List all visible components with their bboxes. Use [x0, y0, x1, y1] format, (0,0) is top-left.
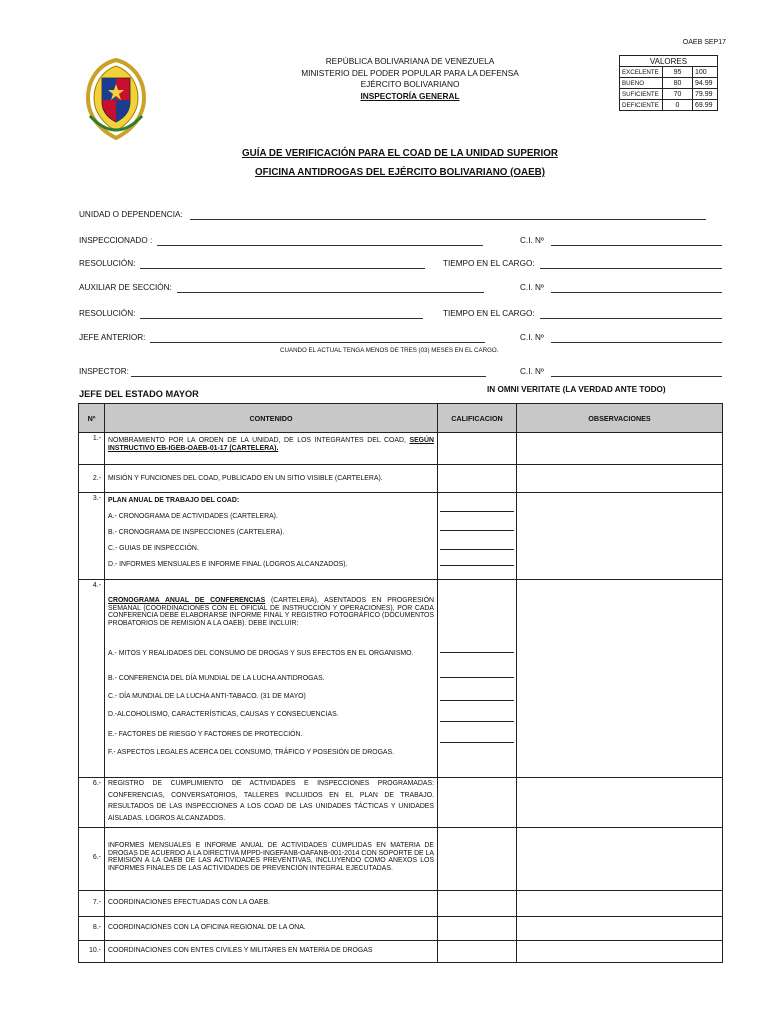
observaciones-cell[interactable] — [517, 465, 723, 493]
calificacion-cell[interactable] — [438, 433, 517, 465]
resolucion-aux-field[interactable] — [140, 318, 423, 319]
inspeccionado-label: INSPECCIONADO : — [79, 236, 153, 245]
tiempo-aux-field[interactable] — [540, 318, 722, 319]
unidad-field[interactable] — [190, 219, 706, 220]
table-row: 6.- INFORMES MENSUALES E INFORME ANUAL DE ACTIVIDADES CUMPLIDAS EN MATERIA DE DROGAS DE ACUERDO A LA DIRECTIVA MPPD-INGEFANB-OAFANB-001-2014 CON SOPORTE DE LA REMISIÓN A LA OAEB DE LAS ACTIVIDADES PREVENTIVAS, INCLUYENDO COMO ANEXOS LOS INFORMES FINALES DE LAS ACTIVIDADES DE PREVENCIÓN INTEGRAL EJECUTADAS. — [79, 828, 723, 891]
observaciones-cell[interactable] — [517, 778, 723, 828]
tiempo-label: TIEMPO EN EL CARGO: — [443, 259, 535, 268]
table-row: 1.- NOMBRAMIENTO POR LA ORDEN DE LA UNIDAD, DE LOS INTEGRANTES DEL COAD, SEGÚN INSTRUCTIVO EB-IGEB-OAEB-01-17 (CARTELERA). — [79, 433, 723, 465]
tiempo-label: TIEMPO EN EL CARGO: — [443, 309, 535, 318]
jefe-anterior-field[interactable] — [150, 342, 485, 343]
calificacion-cell[interactable] — [438, 917, 517, 941]
valores-title: VALORES — [620, 56, 718, 67]
observaciones-cell[interactable] — [517, 917, 723, 941]
jefe-anterior-note: CUANDO EL ACTUAL TENGA MENOS DE TRES (03) MESES EN EL CARGO. — [280, 347, 499, 354]
calificacion-cell[interactable] — [438, 465, 517, 493]
observaciones-cell[interactable] — [517, 828, 723, 891]
resolucion-field[interactable] — [140, 268, 425, 269]
observaciones-cell[interactable] — [517, 941, 723, 963]
resolucion-label: RESOLUCIÓN: — [79, 259, 136, 268]
table-row: 3.- PLAN ANUAL DE TRABAJO DEL COAD: A.- CRONOGRAMA DE ACTIVIDADES (CARTELERA). B.- CRONOGRAMA DE INSPECCIONES (CARTELERA). C.- GUIAS DE INSPECCIÓN. D.- INFORMES MENSUALES E INFORME FINAL (LOGROS ALCANZADOS). — [79, 493, 723, 580]
valores-row: BUENO 80 94.99 — [620, 78, 718, 89]
ci-label: C.I. Nº — [520, 283, 544, 292]
jefe-anterior-ci-field[interactable] — [551, 342, 722, 343]
table-row: 8.- COORDINACIONES CON LA OFICINA REGIONAL DE LA ONA. — [79, 917, 723, 941]
resolucion-label: RESOLUCIÓN: — [79, 309, 136, 318]
col-header-calificacion: CALIFICACION — [438, 404, 517, 433]
table-row: 10.- COORDINACIONES CON ENTES CIVILES Y MILITARES EN MATERIA DE DROGAS — [79, 941, 723, 963]
auxiliar-ci-field[interactable] — [551, 292, 722, 293]
header-line-1: REPÚBLICA BOLIVARIANA DE VENEZUELA — [325, 56, 495, 66]
header-line-4: INSPECTORÍA GENERAL — [360, 90, 460, 101]
table-row: 2.- MISIÓN Y FUNCIONES DEL COAD, PUBLICADO EN UN SITIO VISIBLE (CARTELERA). — [79, 465, 723, 493]
verification-table — [78, 403, 723, 963]
inspeccionado-ci-field[interactable] — [551, 245, 722, 246]
calificacion-cell[interactable] — [438, 580, 517, 778]
calificacion-cell[interactable] — [438, 493, 517, 580]
table-row: 6.- REGISTRO DE CUMPLIMIENTO DE ACTIVIDADES E INSPECCIONES PROGRAMADAS: CONFERENCIAS, CONVERSATORIOS, TALLERES INCLUIDOS EN EL PLAN DE TRABAJO. RESULTADOS DE LAS INSPECCIONES A LOS COAD DE LAS UNIDADES TÁCTICAS Y UNIDADES AISLADAS. LOGROS ALCANZADOS. — [79, 778, 723, 828]
ci-label: C.I. Nº — [520, 236, 544, 245]
calificacion-cell[interactable] — [438, 891, 517, 917]
table-row: 4.- CRONOGRAMA ANUAL DE CONFERENCIAS (CARTELERA), ASENTADOS EN PROGRESIÓN SEMANAL (COORDINACIONES CON EL OFICIAL DE INSTRUCCIÓN Y OPERACIONES), POR CADA CONFERENCIA DEBE ELABORARSE INFORME FINAL Y REGISTRO FOTOGRÁFICO (DOCUMENTOS PROBATORIOS DE REMISIÓN A LA OAEB). DEBE INCLUIR: A.- MITOS Y REALIDADES DEL CONSUMO DE DROGAS Y SUS EFECTOS EN EL ORGANISMO. B.- CONFERENCIA DEL DÍA MUNDIAL DE LA LUCHA ANTIDROGAS. C.- DÍA MUNDIAL DE LA LUCHA ANTI-TABACO. (31 DE MAYO) D.-ALCOHOLISMO, CARACTERÍSTICAS, CAUSAS Y CONSECUENCIAS. E.- FACTORES DE RIESGO Y FACTORES DE PROTECCIÓN. F.- ASPECTOS LEGALES ACERCA DEL CONSUMO, TRÁFICO Y POSESIÓN DE DROGAS. — [79, 580, 723, 778]
calificacion-cell[interactable] — [438, 941, 517, 963]
institution-header — [230, 56, 590, 102]
inspector-ci-field[interactable] — [551, 376, 722, 377]
observaciones-cell[interactable] — [517, 891, 723, 917]
valores-row: DEFICIENTE 0 69.99 — [620, 100, 718, 111]
auxiliar-label: AUXILIAR DE SECCIÓN: — [79, 283, 172, 292]
calificacion-cell[interactable] — [438, 828, 517, 891]
ci-label: C.I. Nº — [520, 367, 544, 376]
table-row: 7.- COORDINACIONES EFECTUADAS CON LA OAEB. — [79, 891, 723, 917]
header-line-2: MINISTERIO DEL PODER POPULAR PARA LA DEFENSA — [301, 67, 519, 78]
jefe-anterior-label: JEFE ANTERIOR: — [79, 333, 146, 342]
valores-table — [619, 55, 718, 111]
calificacion-cell[interactable] — [438, 778, 517, 828]
motto: IN OMNI VERITATE (LA VERDAD ANTE TODO) — [487, 385, 666, 394]
inspector-field[interactable] — [131, 376, 486, 377]
document-title: GUÍA DE VERIFICACIÓN PARA EL COAD DE LA UNIDAD SUPERIOR — [242, 148, 558, 159]
document-subtitle: OFICINA ANTIDROGAS DEL EJÉRCITO BOLIVARIANO (OAEB) — [255, 167, 545, 178]
inspeccionado-field[interactable] — [157, 245, 483, 246]
document-code: OAEB SEP17 — [682, 39, 726, 46]
auxiliar-field[interactable] — [177, 292, 484, 293]
col-header-observaciones: OBSERVACIONES — [517, 404, 723, 433]
unidad-label: UNIDAD O DEPENDENCIA: — [79, 210, 183, 219]
observaciones-cell[interactable] — [517, 580, 723, 778]
valores-row: EXCELENTE 95 100 — [620, 67, 718, 78]
inspector-label: INSPECTOR: — [79, 367, 129, 376]
observaciones-cell[interactable] — [517, 493, 723, 580]
ci-label: C.I. Nº — [520, 333, 544, 342]
col-header-contenido: CONTENIDO — [105, 404, 438, 433]
header-line-3: EJÉRCITO BOLIVARIANO — [360, 79, 460, 89]
jefe-estado-mayor-label: JEFE DEL ESTADO MAYOR — [79, 389, 199, 399]
tiempo-field[interactable] — [540, 268, 722, 269]
observaciones-cell[interactable] — [517, 433, 723, 465]
army-emblem-logo — [80, 56, 152, 142]
col-header-num: Nº — [79, 404, 105, 433]
valores-row: SUFICIENTE 70 79.99 — [620, 89, 718, 100]
